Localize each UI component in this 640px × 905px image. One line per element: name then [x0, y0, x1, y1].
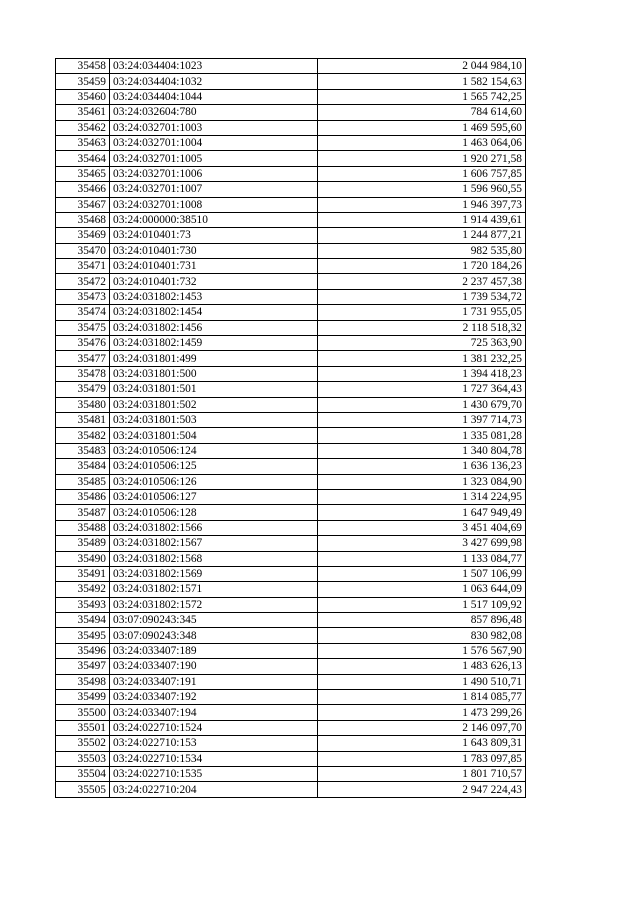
row-number-cell: 35500: [56, 705, 110, 720]
table-row: [56, 228, 526, 243]
table-row: [56, 736, 526, 751]
table-row: [56, 289, 526, 304]
cadastral-value-cell: 1 483 626,13: [318, 659, 526, 674]
row-number-cell: 35483: [56, 443, 110, 458]
table-row: [56, 489, 526, 504]
cadastral-number-cell: 03:24:031801:500: [110, 366, 318, 381]
table-row: [56, 428, 526, 443]
cadastral-value-cell: 2 118 518,32: [318, 320, 526, 335]
cadastral-value-cell: 3 451 404,69: [318, 520, 526, 535]
table-row: [56, 166, 526, 181]
row-number-cell: 35465: [56, 166, 110, 181]
cadastral-number-cell: 03:24:032701:1004: [110, 135, 318, 150]
cadastral-number-cell: 03:24:033407:191: [110, 674, 318, 689]
cadastral-value-cell: 1 727 364,43: [318, 382, 526, 397]
table-row: [56, 690, 526, 705]
table-row: [56, 643, 526, 658]
table-row: [56, 720, 526, 735]
table-row: [56, 751, 526, 766]
cadastral-value-cell: 784 614,60: [318, 105, 526, 120]
cadastral-number-cell: 03:24:034404:1023: [110, 59, 318, 74]
row-number-cell: 35499: [56, 690, 110, 705]
table-row: [56, 582, 526, 597]
cadastral-number-cell: 03:07:090243:348: [110, 628, 318, 643]
cadastral-number-cell: 03:24:032701:1008: [110, 197, 318, 212]
table-row: [56, 59, 526, 74]
table-row: [56, 274, 526, 289]
cadastral-number-cell: 03:24:031801:503: [110, 412, 318, 427]
table-row: [56, 351, 526, 366]
cadastral-value-cell: 1 647 949,49: [318, 505, 526, 520]
cadastral-value-cell: 1 565 742,25: [318, 89, 526, 104]
cadastral-value-cell: 1 920 271,58: [318, 151, 526, 166]
cadastral-value-cell: 1 507 106,99: [318, 566, 526, 581]
row-number-cell: 35469: [56, 228, 110, 243]
table-row: [56, 397, 526, 412]
row-number-cell: 35477: [56, 351, 110, 366]
table-row: [56, 336, 526, 351]
table-row: [56, 212, 526, 227]
row-number-cell: 35486: [56, 489, 110, 504]
cadastral-number-cell: 03:24:031802:1459: [110, 336, 318, 351]
row-number-cell: 35494: [56, 613, 110, 628]
table-row: [56, 520, 526, 535]
row-number-cell: 35471: [56, 259, 110, 274]
table-row: [56, 782, 526, 797]
cadastral-number-cell: 03:24:010506:125: [110, 459, 318, 474]
cadastral-number-cell: 03:24:031802:1456: [110, 320, 318, 335]
cadastral-number-cell: 03:24:000000:38510: [110, 212, 318, 227]
row-number-cell: 35488: [56, 520, 110, 535]
row-number-cell: 35473: [56, 289, 110, 304]
table-body: [56, 59, 526, 798]
cadastral-value-cell: 2 237 457,38: [318, 274, 526, 289]
table-row: [56, 597, 526, 612]
row-number-cell: 35497: [56, 659, 110, 674]
table-row: [56, 659, 526, 674]
cadastral-number-cell: 03:24:033407:190: [110, 659, 318, 674]
row-number-cell: 35462: [56, 120, 110, 135]
cadastral-value-cell: 1 814 085,77: [318, 690, 526, 705]
cadastral-number-cell: 03:24:022710:1524: [110, 720, 318, 735]
row-number-cell: 35474: [56, 305, 110, 320]
row-number-cell: 35501: [56, 720, 110, 735]
cadastral-value-cell: 1 914 439,61: [318, 212, 526, 227]
cadastral-number-cell: 03:24:010401:73: [110, 228, 318, 243]
cadastral-value-cell: 1 720 184,26: [318, 259, 526, 274]
row-number-cell: 35503: [56, 751, 110, 766]
cadastral-number-cell: 03:24:033407:194: [110, 705, 318, 720]
cadastral-number-cell: 03:24:022710:1534: [110, 751, 318, 766]
table-row: [56, 74, 526, 89]
cadastral-number-cell: 03:24:031802:1566: [110, 520, 318, 535]
table-row: [56, 382, 526, 397]
cadastral-value-cell: 1 469 595,60: [318, 120, 526, 135]
table-row: [56, 505, 526, 520]
table-row: [56, 443, 526, 458]
cadastral-value-cell: 1 340 804,78: [318, 443, 526, 458]
cadastral-number-cell: 03:24:031801:502: [110, 397, 318, 412]
cadastral-number-cell: 03:24:032701:1005: [110, 151, 318, 166]
table-row: [56, 305, 526, 320]
cadastral-number-cell: 03:24:010506:127: [110, 489, 318, 504]
cadastral-value-cell: 1 323 084,90: [318, 474, 526, 489]
cadastral-value-cell: 1 576 567,90: [318, 643, 526, 658]
cadastral-value-cell: 3 427 699,98: [318, 536, 526, 551]
cadastral-value-cell: 1 473 299,26: [318, 705, 526, 720]
row-number-cell: 35463: [56, 135, 110, 150]
table-row: [56, 89, 526, 104]
row-number-cell: 35502: [56, 736, 110, 751]
cadastral-value-cell: 1 394 418,23: [318, 366, 526, 381]
table-row: [56, 105, 526, 120]
row-number-cell: 35481: [56, 412, 110, 427]
cadastral-number-cell: 03:24:010506:124: [110, 443, 318, 458]
row-number-cell: 35464: [56, 151, 110, 166]
cadastral-value-cell: 1 063 644,09: [318, 582, 526, 597]
cadastral-value-cell: 1 463 064,06: [318, 135, 526, 150]
row-number-cell: 35493: [56, 597, 110, 612]
cadastral-value-cell: 1 783 097,85: [318, 751, 526, 766]
table-row: [56, 197, 526, 212]
cadastral-value-cell: 1 314 224,95: [318, 489, 526, 504]
cadastral-value-cell: 1 133 084,77: [318, 551, 526, 566]
cadastral-value-cell: 830 982,08: [318, 628, 526, 643]
cadastral-value-cell: 1 381 232,25: [318, 351, 526, 366]
row-number-cell: 35489: [56, 536, 110, 551]
cadastral-number-cell: 03:24:032701:1003: [110, 120, 318, 135]
row-number-cell: 35492: [56, 582, 110, 597]
cadastral-value-cell: 1 739 534,72: [318, 289, 526, 304]
cadastral-value-cell: 1 335 081,28: [318, 428, 526, 443]
table-row: [56, 628, 526, 643]
cadastral-number-cell: 03:24:031802:1569: [110, 566, 318, 581]
table-row: [56, 705, 526, 720]
row-number-cell: 35466: [56, 182, 110, 197]
row-number-cell: 35505: [56, 782, 110, 797]
table-row: [56, 366, 526, 381]
cadastral-value-cell: 2 146 097,70: [318, 720, 526, 735]
row-number-cell: 35504: [56, 766, 110, 781]
cadastral-number-cell: 03:24:032701:1007: [110, 182, 318, 197]
table-row: [56, 613, 526, 628]
row-number-cell: 35490: [56, 551, 110, 566]
cadastral-number-cell: 03:24:022710:1535: [110, 766, 318, 781]
cadastral-value-cell: 725 363,90: [318, 336, 526, 351]
cadastral-number-cell: 03:24:032701:1006: [110, 166, 318, 181]
row-number-cell: 35479: [56, 382, 110, 397]
row-number-cell: 35484: [56, 459, 110, 474]
cadastral-number-cell: 03:24:031802:1453: [110, 289, 318, 304]
cadastral-number-cell: 03:24:031802:1571: [110, 582, 318, 597]
cadastral-number-cell: 03:24:010401:731: [110, 259, 318, 274]
table-row: [56, 674, 526, 689]
cadastral-number-cell: 03:24:033407:189: [110, 643, 318, 658]
row-number-cell: 35485: [56, 474, 110, 489]
cadastral-value-cell: 1 582 154,63: [318, 74, 526, 89]
row-number-cell: 35491: [56, 566, 110, 581]
cadastral-value-cell: 2 947 224,43: [318, 782, 526, 797]
cadastral-number-cell: 03:24:010506:126: [110, 474, 318, 489]
cadastral-number-cell: 03:24:022710:204: [110, 782, 318, 797]
cadastral-value-cell: 1 643 809,31: [318, 736, 526, 751]
row-number-cell: 35472: [56, 274, 110, 289]
row-number-cell: 35458: [56, 59, 110, 74]
row-number-cell: 35498: [56, 674, 110, 689]
table-row: [56, 259, 526, 274]
row-number-cell: 35475: [56, 320, 110, 335]
cadastral-value-cell: 1 596 960,55: [318, 182, 526, 197]
cadastral-value-cell: 1 517 109,92: [318, 597, 526, 612]
row-number-cell: 35482: [56, 428, 110, 443]
cadastral-value-cell: 1 244 877,21: [318, 228, 526, 243]
cadastral-value-cell: 1 731 955,05: [318, 305, 526, 320]
cadastral-number-cell: 03:24:022710:153: [110, 736, 318, 751]
table-row: [56, 120, 526, 135]
cadastral-number-cell: 03:24:010506:128: [110, 505, 318, 520]
table-row: [56, 412, 526, 427]
cadastral-value-cell: 857 896,48: [318, 613, 526, 628]
cadastral-value-cell: 1 801 710,57: [318, 766, 526, 781]
table-row: [56, 151, 526, 166]
cadastral-number-cell: 03:24:031802:1568: [110, 551, 318, 566]
row-number-cell: 35459: [56, 74, 110, 89]
cadastral-number-cell: 03:24:010401:730: [110, 243, 318, 258]
table-row: [56, 766, 526, 781]
cadastral-number-cell: 03:24:032604:780: [110, 105, 318, 120]
row-number-cell: 35487: [56, 505, 110, 520]
table-row: [56, 566, 526, 581]
cadastral-value-cell: 1 397 714,73: [318, 412, 526, 427]
cadastral-value-table: [55, 58, 526, 798]
cadastral-value-cell: 1 636 136,23: [318, 459, 526, 474]
row-number-cell: 35461: [56, 105, 110, 120]
table-row: [56, 243, 526, 258]
table-row: [56, 182, 526, 197]
row-number-cell: 35468: [56, 212, 110, 227]
cadastral-number-cell: 03:24:031802:1572: [110, 597, 318, 612]
table-row: [56, 536, 526, 551]
cadastral-number-cell: 03:24:010401:732: [110, 274, 318, 289]
cadastral-value-cell: 1 606 757,85: [318, 166, 526, 181]
cadastral-number-cell: 03:24:034404:1044: [110, 89, 318, 104]
cadastral-value-cell: 1 430 679,70: [318, 397, 526, 412]
cadastral-number-cell: 03:24:031801:501: [110, 382, 318, 397]
cadastral-number-cell: 03:24:034404:1032: [110, 74, 318, 89]
cadastral-value-cell: 1 490 510,71: [318, 674, 526, 689]
cadastral-number-cell: 03:24:031802:1454: [110, 305, 318, 320]
cadastral-value-cell: 2 044 984,10: [318, 59, 526, 74]
cadastral-number-cell: 03:07:090243:345: [110, 613, 318, 628]
row-number-cell: 35460: [56, 89, 110, 104]
row-number-cell: 35480: [56, 397, 110, 412]
row-number-cell: 35478: [56, 366, 110, 381]
cadastral-number-cell: 03:24:031801:499: [110, 351, 318, 366]
row-number-cell: 35476: [56, 336, 110, 351]
cadastral-number-cell: 03:24:033407:192: [110, 690, 318, 705]
row-number-cell: 35470: [56, 243, 110, 258]
cadastral-number-cell: 03:24:031802:1567: [110, 536, 318, 551]
table-row: [56, 459, 526, 474]
table-row: [56, 320, 526, 335]
row-number-cell: 35495: [56, 628, 110, 643]
table-row: [56, 474, 526, 489]
cadastral-number-cell: 03:24:031801:504: [110, 428, 318, 443]
cadastral-value-cell: 1 946 397,73: [318, 197, 526, 212]
row-number-cell: 35496: [56, 643, 110, 658]
row-number-cell: 35467: [56, 197, 110, 212]
table-row: [56, 135, 526, 150]
cadastral-value-cell: 982 535,80: [318, 243, 526, 258]
table-row: [56, 551, 526, 566]
